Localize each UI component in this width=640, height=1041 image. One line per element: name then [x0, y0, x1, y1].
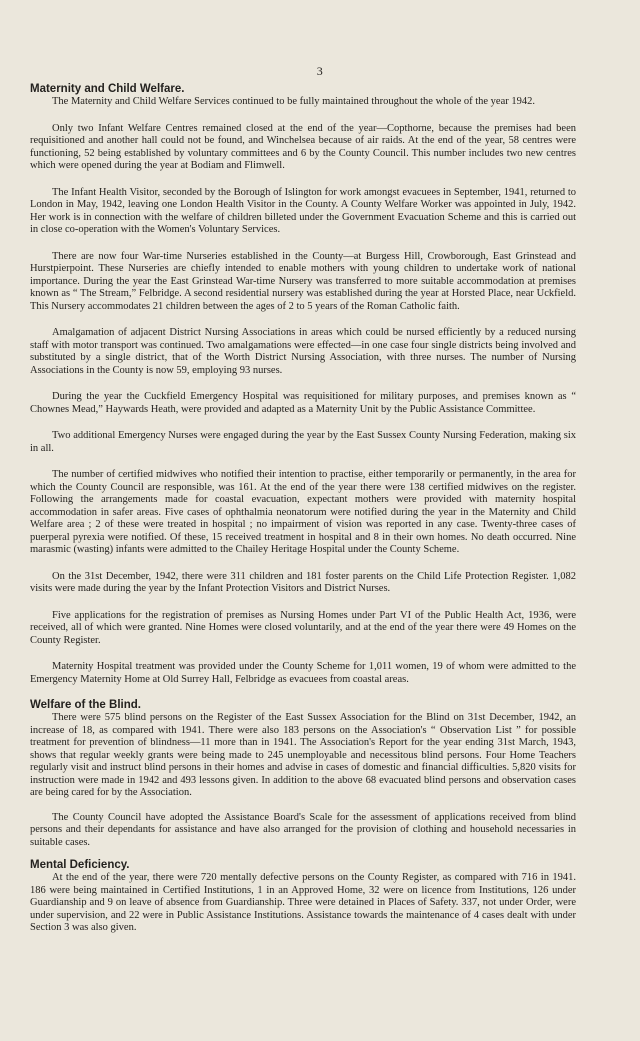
paragraph: The Infant Health Visitor, seconded by the Borough of Islington for work amongst evacuees in September, 1941, returned to London in May, 1942, leaving one London Health Visitor in the County. A County Welfare Worker was appointed in July, 1942. Her work is in connection with the welfare of children billeted under the Government Evacuation Scheme and this is carried out in close co-operation with the Women's Voluntary Services.: [30, 186, 576, 235]
page-number: 3: [316, 64, 324, 78]
paragraph: Amalgamation of adjacent District Nursing Associations in areas which could be nursed efficiently by a reduced nursing staff with motor transport was continued. Two amalgamations were effected—in one case four single districts being involved and substituted by a single district, that of the Worth District Nursing Association, with three nurses. The number of Nursing Associations in the County is now 59, employing 93 nurses.: [30, 327, 576, 376]
section-heading: Mental Deficiency.: [30, 859, 130, 871]
paragraph: At the end of the year, there were 720 mentally defective persons on the County Register, as compared with 716 in 1941. 186 were being maintained in Certified Institutions, 1 in an Approved Home, 32 were on licence from Institutions, 126 under Guardianship and 9 on leave of absence from Guardianship. Three were detained in Places of Safety. 337, not under Order, were under supervision, and 22 were in Public Assistance Institutions. Assistance towards the maintenance of 4 cases dealt with under Section 3 was also given.: [30, 872, 576, 933]
paragraph: Only two Infant Welfare Centres remained closed at the end of the year—Copthorne, because the premises had been requisitioned and another hall could not be found, and Winchelsea because of air raids. At the end of the year, 58 centres were functioning, 52 being established by voluntary committees and 6 by the County Council. This number includes two new centres which were opened during the year at Bodiam and Flimwell.: [30, 122, 576, 171]
paragraph: There were 575 blind persons on the Register of the East Sussex Association for the Blind on 31st December, 1942, an increase of 18, as compared with 1941. There were also 183 persons on the Association's “ Observation List ” for possible treatment for prevention of blindness—11 more than in 1941. The Association's Report for the year ending 31st March, 1943, shows that regular weekly grants were being made to 245 unemployable and necessitous blind persons. Four Home Teachers regularly visit and instruct blind persons in their homes and advise in cases of domestic and financial difficulties. 5,820 visits for instruction were made in 1942 and 493 lessons given. In addition to the above 68 evacuated blind persons and observation cases are being cared for by the Association.: [30, 712, 576, 798]
paragraph: Two additional Emergency Nurses were engaged during the year by the East Sussex County Nursing Federation, making six in all.: [30, 430, 576, 454]
section-heading: Maternity and Child Welfare.: [30, 83, 185, 95]
paragraph: There are now four War-time Nurseries established in the County—at Burgess Hill, Crowborough, East Grinstead and Hurstpierpoint. These Nurseries are chiefly intended to enable mothers with young children to undertake work of national importance. During the year the East Grinstead War-time Nursery was transferred to more suitable accommodation at premises known as “ The Stream,” Felbridge. A second residential nursery was established during the year at Horsted Place, near Uckfield. This Nursery accommodates 21 children between the ages of 2 to 5 years of the Roman Catholic faith.: [30, 250, 576, 312]
section-welfare-of-the-blind: [30, 699, 576, 849]
paragraph: On the 31st December, 1942, there were 311 children and 181 foster parents on the Child Life Protection Register. 1,082 visits were made during the year by the Infant Protection Visitors and District Nurses.: [30, 570, 576, 594]
section-heading: Welfare of the Blind.: [30, 699, 141, 711]
paragraph: The County Council have adopted the Assistance Board's Scale for the assessment of applications received from blind persons and their dependants for assistance and have also arranged for the provision of clothing and household necessaries in suitable cases.: [30, 811, 576, 848]
paragraph: The number of certified midwives who notified their intention to practise, either temporarily or permanently, in the area for which the County Council are responsible, was 161. At the end of the year there were 138 certified midwives on the register. Following the arrangements made for coastal evacuation, expectant mothers were provided with maternity hospital accommodation in safer areas. Five cases of ophthalmia neonatorum were notified during the year in the Maternity and Child Welfare area ; 2 of these were treated in hospital ; no impairment of vision was reported in any case. Twenty-three cases of puerperal pyrexia were notified. Of these, 15 received treatment in hospital and 8 in their own homes. No death occurred. Nine marasmic (wasting) infants were admitted to the Chailey Heritage Hospital under the County Scheme.: [30, 469, 576, 555]
paragraph: During the year the Cuckfield Emergency Hospital was requisitioned for military purposes, and premises known as “ Chownes Mead,” Haywards Heath, were provided and adapted as a Maternity Unit by the Public Assistance Committee.: [30, 391, 576, 415]
section-mental-deficiency: [30, 859, 576, 935]
section-maternity-child-welfare: [30, 83, 576, 686]
paragraph: Five applications for the registration of premises as Nursing Homes under Part VI of the Public Health Act, 1936, were received, all of which were granted. Nine Homes were closed voluntarily, and at the end of the year there were 49 Homes on the County Register.: [30, 609, 576, 646]
paragraph: Maternity Hospital treatment was provided under the County Scheme for 1,011 women, 19 of whom were admitted to the Emergency Maternity Home at Old Surrey Hall, Felbridge as evacuees from coastal areas.: [30, 661, 576, 685]
paragraph: The Maternity and Child Welfare Services continued to be fully maintained throughout the whole of the year 1942.: [52, 96, 535, 107]
